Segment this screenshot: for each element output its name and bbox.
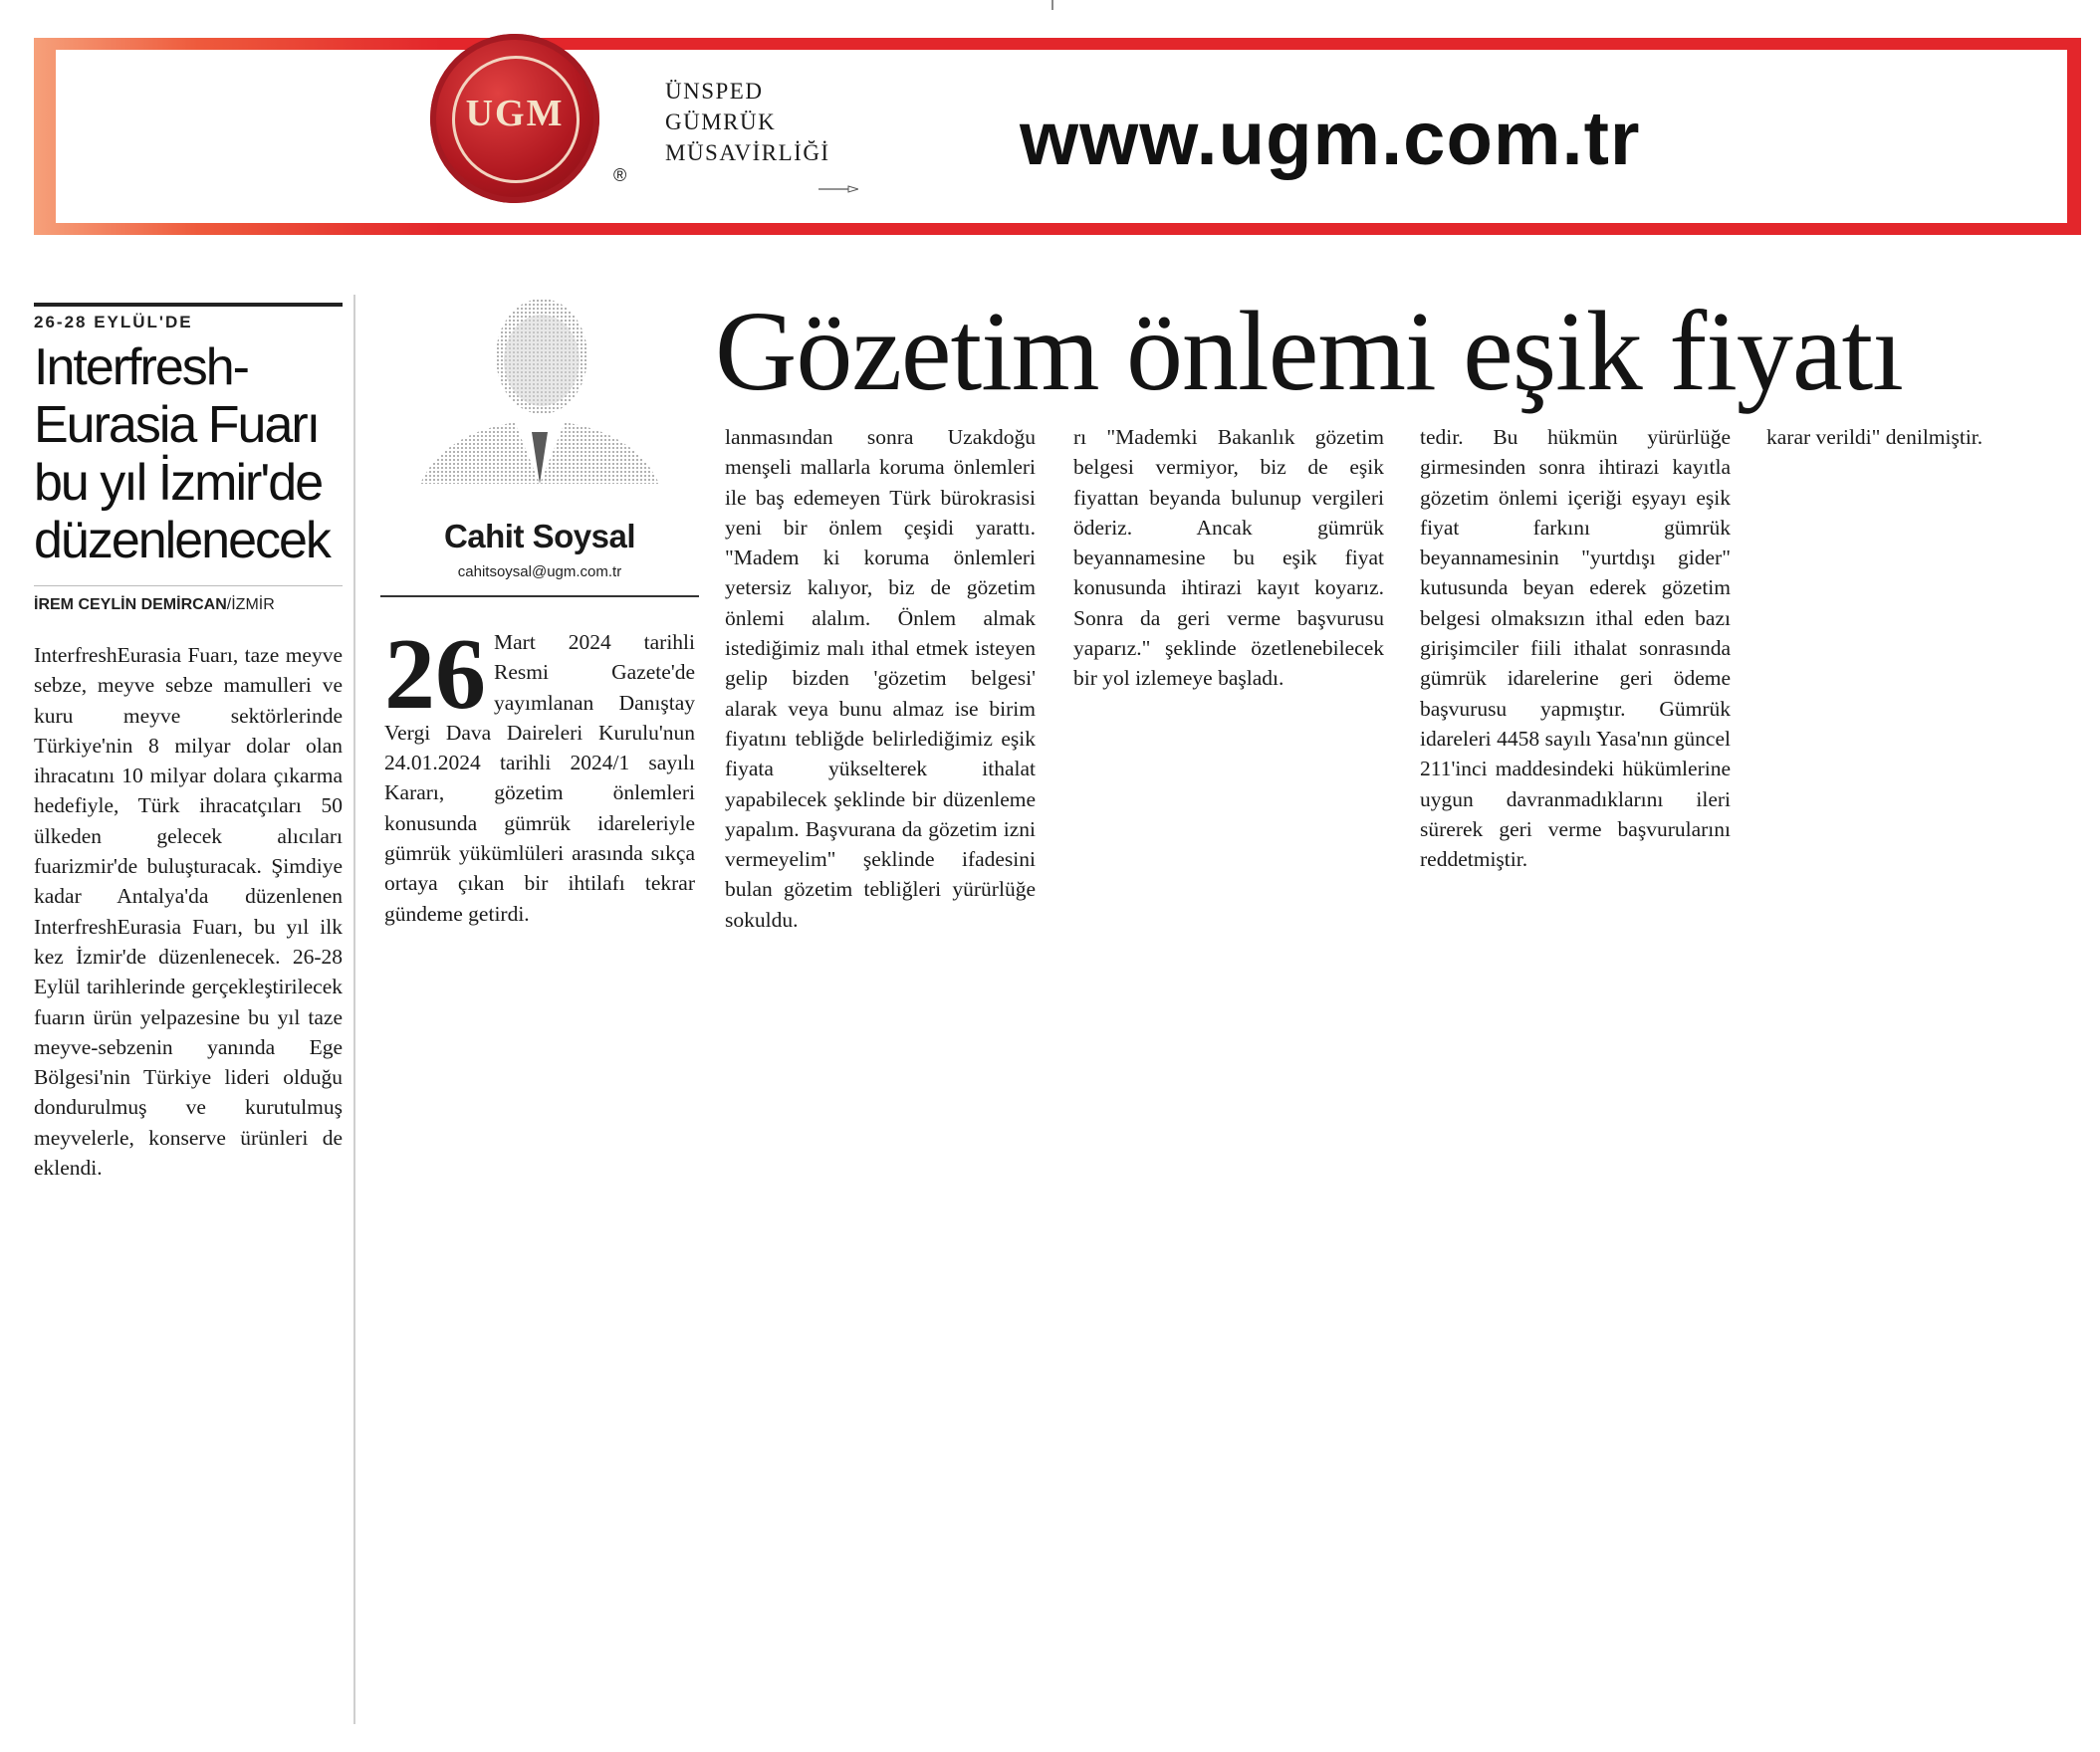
news-paragraph: InterfreshEurasia Fuarı, taze meyve sebze, meyve sebze mamulleri ve kuru meyve sektörlerinde Türkiye'nin 8 milyar dolar olan ihracatını 10 milyar dolara çıkarma hedefiyle, Türk ihracatçıları 50 ülkeden gelecek alıcıları fuarizmir'de buluşturacak. Şimdiye kadar Antalya'da düzenlenen InterfreshEurasia Fuarı, bu yıl ilk kez İzmir'de düzenlenecek. 26-28 Eylül tarihlerinde gerçekleştirilecek fuarın ürün yelpazesine bu yıl taze meyve-sebzenin yanında Ege Bölgesi'nin Türkiye lideri olduğu dondurulmuş ve kurutulmuş meyvelerle, konserve ürünleri de eklendi.	[34, 643, 343, 1181]
drop-cap: 26	[384, 618, 486, 731]
seal-text: UGM	[465, 93, 565, 134]
wax-seal-logo	[430, 34, 599, 203]
text-column	[1420, 422, 1731, 874]
page-top-mark	[1051, 0, 1053, 10]
column-divider	[353, 295, 355, 1724]
brand-name	[665, 76, 830, 168]
brand-line: GÜMRÜK	[665, 110, 777, 134]
text-column	[384, 618, 695, 929]
brand-line: ÜNSPED	[665, 79, 764, 104]
news-body	[34, 640, 343, 1183]
text-column	[1073, 422, 1384, 694]
author-box	[380, 484, 699, 597]
author-email[interactable]: cahitsoysal@ugm.com.tr	[457, 563, 622, 580]
column-paragraph: tedir. Bu hükmün yürürlüğe girmesinden sonra ihtirazi kayıtla gözetim önlemi içeriği eşyayı eşik fiyat farkını gümrük beyannamesinin "yurtdışı gider" kutusunda beyan ederek gözetim belgesi olmaksızın ithal eden bazı girişimciler fiili ithalat sonrasında gümrük idarelerine geri ödeme başvurusu yapmıştır. Gümrük idareleri 4458 sayılı Yasa'nın güncel 211'inci maddesindeki hükümlerine uygun davranmadıklarını ileri sürerek geri verme başvurularını reddetmiştir.	[1420, 425, 1731, 872]
byline-author: İREM CEYLİN DEMİRCAN	[34, 596, 227, 613]
column-paragraph: rı "Mademki Bakanlık gözetim belgesi vermiyor, biz de eşik fiyattan beyanda bulunup vergileri öderiz. Ancak gümrük beyannamesine bu eşik fiyat konusunda ihtirazi kayıt koyarız. Sonra da geri verme başvurusu yaparız." şeklinde özetlenebilecek bir yol izlemeye başladı.	[1073, 425, 1384, 691]
news-article	[34, 303, 343, 1183]
author-name: Cahit Soysal	[443, 518, 636, 554]
byline-place: İZMİR	[231, 596, 275, 613]
text-column	[1766, 422, 2077, 452]
column-paragraph: Mart 2024 tarihli Resmi Gazete'de yayımlanan Danıştay Vergi Dava Daireleri Kurulu'nun 24.01.2024 tarihli 2024/1 sayılı Kararı, gözetim önlemleri konusunda gümrük idareleriyle gümrük yükümlüleri arasında sıkça ortaya çıkan bir ihtilafı tekrar gündeme getirdi.	[384, 630, 695, 926]
column-paragraph: karar verildi" denilmiştir.	[1766, 425, 1983, 449]
registered-mark: ®	[613, 165, 627, 185]
news-kicker: 26-28 EYLÜL'DE	[34, 303, 343, 332]
column-paragraph: lanmasından sonra Uzakdoğu menşeli mallarla koruma önlemleri ile baş edemeyen Türk bürokrasisi yeni bir önlem çeşidi yarattı. "Madem ki koruma önlemleri yetersiz kalıyor, biz de gözetim önlemi alalım. Önlem almak istediğimiz malı ithal etmek isteyen gelip bizden 'gözetim belgesi' alarak veya bunu almaz ise birim fiyatını tebliğde belirlediğimiz eşik fiyata yükselterek ithalat yapabilecek şeklinde bir düzenleme yapalım. Başvurana da gözetim izni vermeyelim" şeklinde ifadesini bulan gözetim tebliğleri yürürlüğe sokuldu.	[725, 425, 1036, 932]
pen-icon	[818, 185, 858, 193]
news-title: Interfresh-Eurasia Fuarı bu yıl İzmir'de düzenlenecek	[34, 338, 330, 569]
brand-line: MÜSAVİRLİĞİ	[665, 140, 830, 165]
website-url[interactable]: www.ugm.com.tr	[1020, 97, 1641, 181]
column-headline: Gözetim önlemi eşik fiyatı	[715, 288, 1903, 414]
author-portrait	[380, 295, 699, 484]
news-byline: İREM CEYLİN DEMİRCAN/İZMİR	[34, 585, 343, 614]
text-column	[725, 422, 1036, 935]
